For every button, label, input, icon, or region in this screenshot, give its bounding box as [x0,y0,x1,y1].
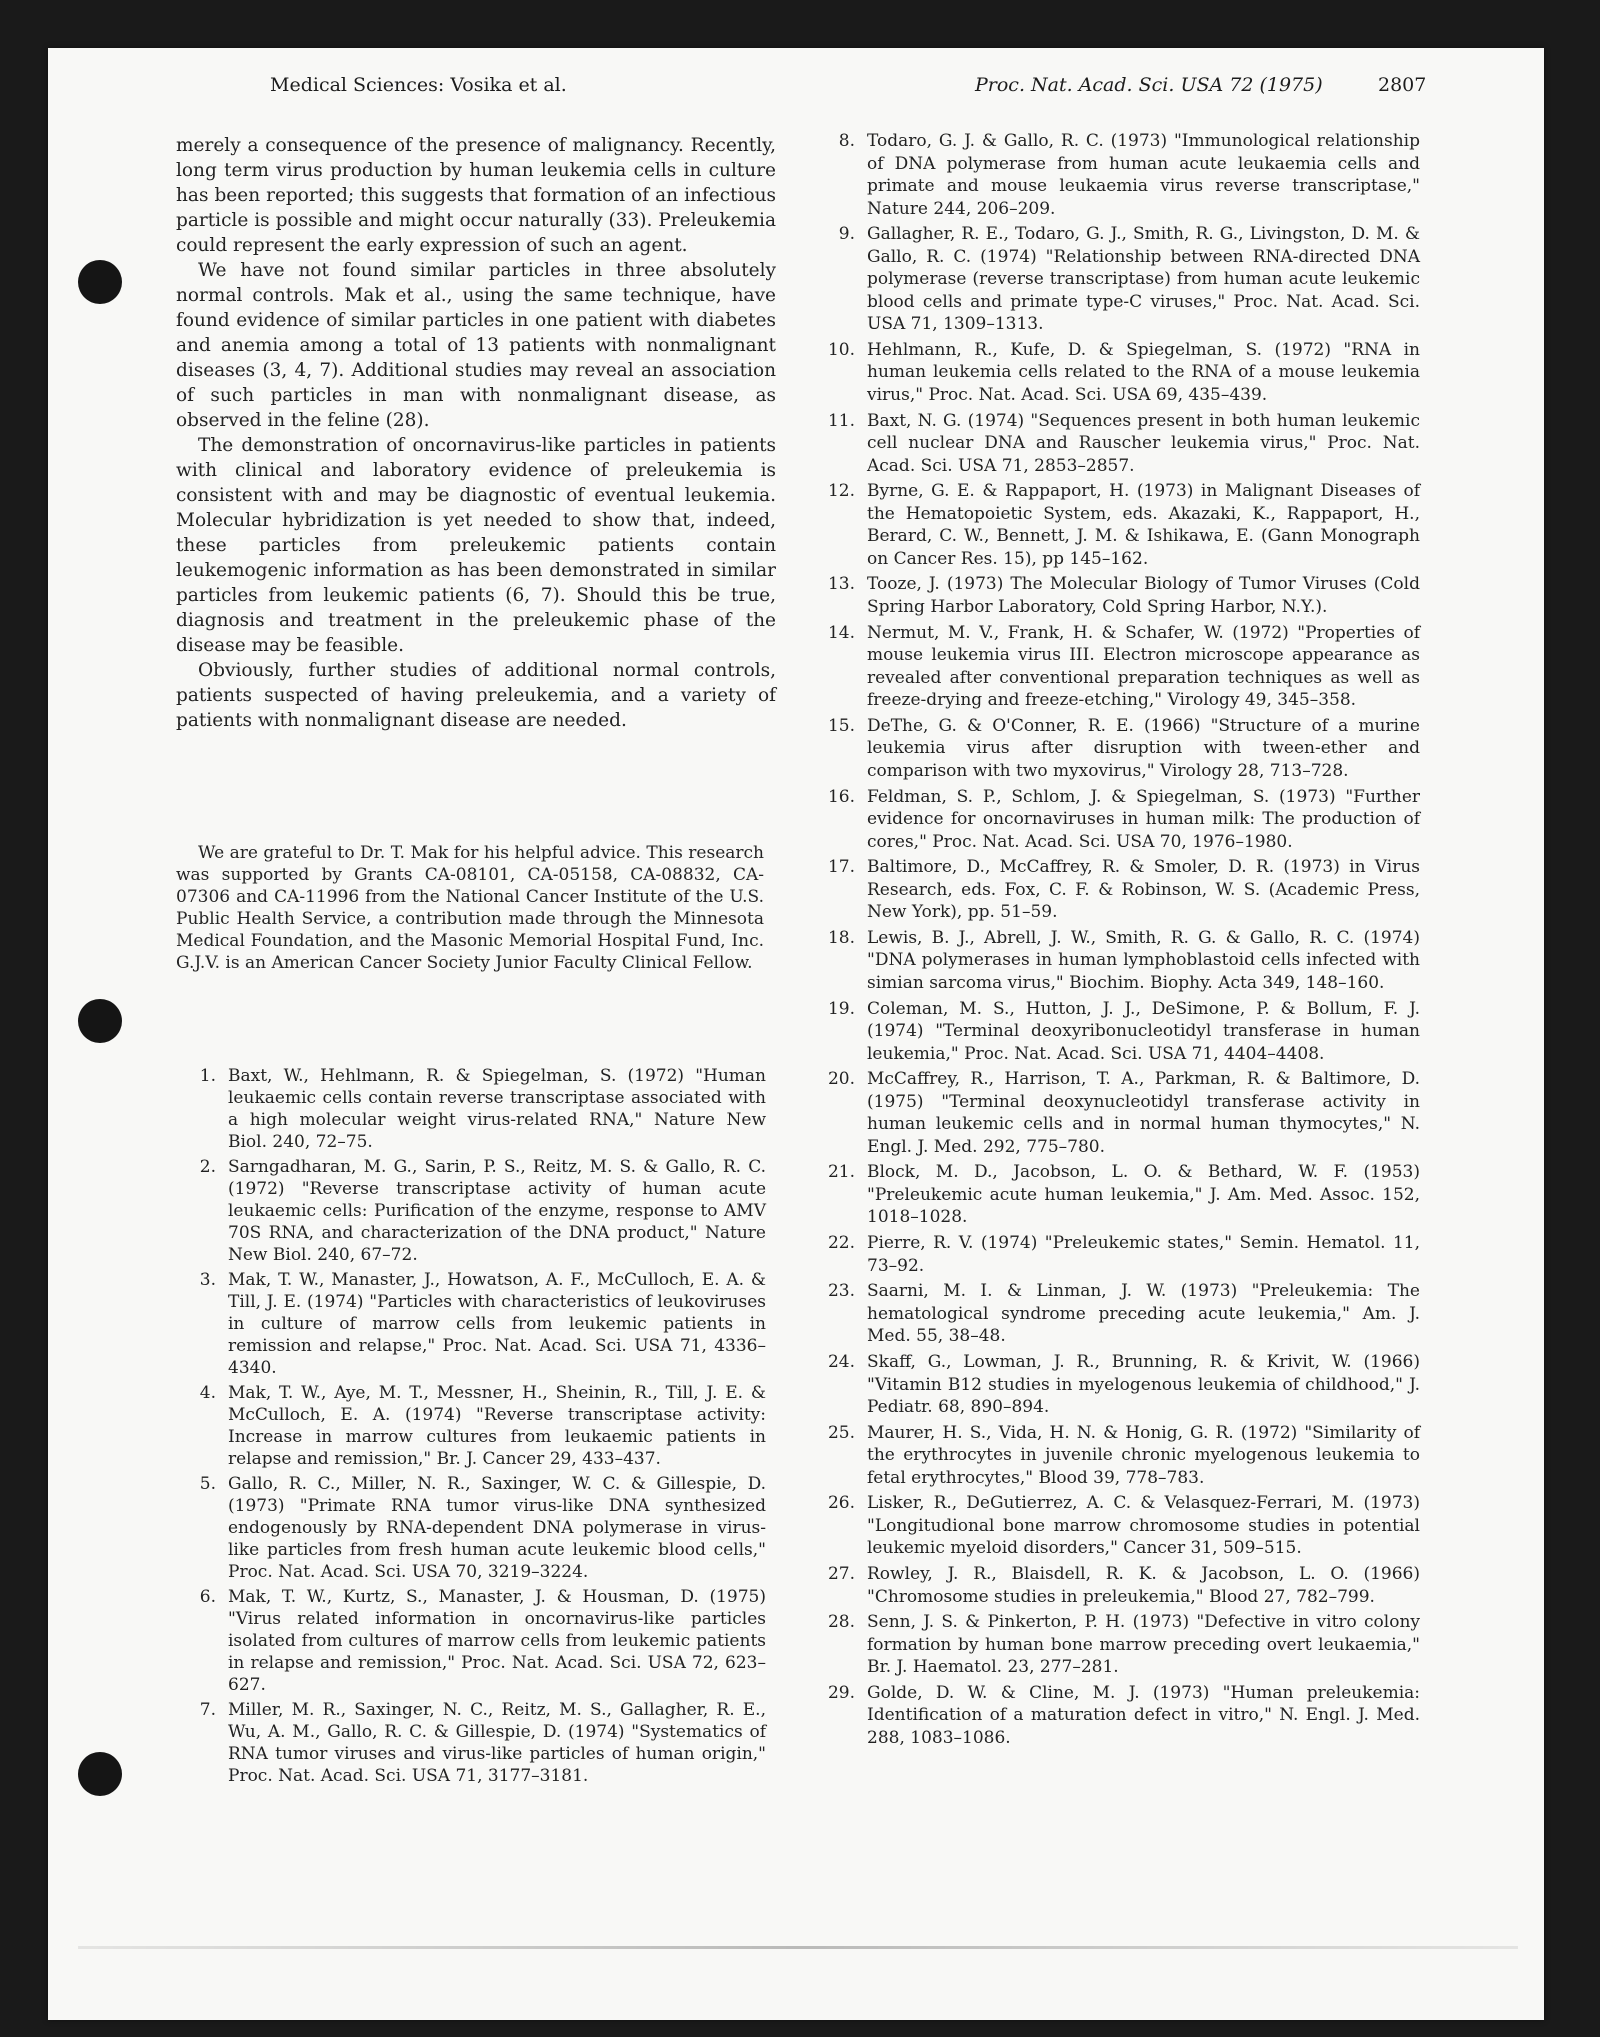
acknowledgment: We are grateful to Dr. T. Mak for his helpful advice. This research was supported by Grants CA-08101, CA-05158, CA-08832, CA-07306 and CA-11996 from the National Cancer Institute of the U.S. Public Health Service, a contribution made through the Minnesota Medical Foundation, and the Masonic Memorial Hospital Fund, Inc. G.J.V. is an American Cancer Society Junior Faculty Clinical Fellow. [176,843,764,973]
reference-number: 24. [827,1352,855,1372]
reference-number: 4. [199,1383,216,1403]
scan-streak [78,1946,1518,1949]
reference-item [815,1232,1420,1277]
reference-text: Golde, D. W. & Cline, M. J. (1973) "Human preleukemia: Identification of a maturation defect in vitro," N. Engl. J. Med. 288, 1083–1086. [867,1682,1420,1748]
reference-number: 27. [827,1564,855,1585]
reference-text: Sarngadharan, M. G., Sarin, P. S., Reitz, M. S. & Gallo, R. C. (1972) "Reverse transcriptase activity of human acute leukaemic cells: Purification of the enzyme, response to AMV 70S RNA, and characterization of the DNA product," Nature New Biol. 240, 67–72. [228,1157,766,1265]
reference-item [815,856,1420,924]
reference-text: Todaro, G. J. & Gallo, R. C. (1973) "Immunological relationship of DNA polymerase from human acute leukaemia cells and primate and mouse leukaemia virus reverse transcriptase," Nature 244, 206–209. [867,131,1420,219]
reference-item [176,1586,766,1696]
reference-number: 23. [827,1281,855,1302]
reference-item [815,1422,1420,1490]
reference-number: 22. [827,1233,855,1254]
reference-text: Hehlmann, R., Kufe, D. & Spiegelman, S. (1972) "RNA in human leukemia cells related to the RNA of a mouse leukemia virus," Proc. Nat. Acad. Sci. USA 69, 435–439. [867,339,1420,405]
reference-item [176,1269,766,1379]
reference-item [815,786,1420,854]
reference-text: Lisker, R., DeGutierrez, A. C. & Velasquez-Ferrari, M. (1973) "Longitudional bone marrow chromosome studies in potential leukemic myeloid disorders," Cancer 31, 509–515. [867,1493,1420,1559]
reference-text: Senn, J. S. & Pinkerton, P. H. (1973) "Defective in vitro colony formation by human bone marrow preceding overt leukaemia," Br. J. Haematol. 23, 277–281. [867,1612,1420,1678]
reference-number: 21. [827,1162,855,1183]
reference-number: 6. [199,1587,216,1607]
reference-item [815,130,1420,220]
reference-item [815,998,1420,1066]
body-paragraph: Obviously, further studies of additional normal controls, patients suspected of having preleukemia, and a variety of patients with nonmalignant disease are needed. [176,660,776,731]
reference-number: 29. [827,1682,855,1703]
reference-item [815,1682,1420,1750]
reference-item [815,622,1420,712]
reference-number: 2. [199,1157,216,1177]
punch-hole-middle [78,999,122,1043]
reference-number: 12. [827,481,855,502]
reference-item [815,1280,1420,1348]
reference-text: Skaff, G., Lowman, J. R., Brunning, R. & Krivit, W. (1966) "Vitamin B12 studies in myelogenous leukemia of childhood," J. Pediatr. 68, 890–894. [867,1352,1420,1417]
reference-text: Mak, T. W., Manaster, J., Howatson, A. F., McCulloch, E. A. & Till, J. E. (1974) "Particles with characteristics of leukoviruses in culture of marrow cells from leukemic patients in remission and relapse," Proc. Nat. Acad. Sci. USA 71, 4336–4340. [228,1270,766,1378]
reference-item [176,1699,766,1787]
reference-item [176,1473,766,1583]
reference-item [815,223,1420,336]
reference-item [176,1065,766,1153]
reference-number: 1. [199,1066,216,1086]
references-right-column [815,130,1420,1753]
reference-number: 5. [199,1474,216,1494]
reference-text: DeThe, G. & O'Conner, R. E. (1966) "Structure of a murine leukemia virus after disruption with tween-ether and comparison with two myxovirus," Virology 28, 713–728. [867,715,1420,781]
reference-number: 8. [838,131,855,151]
reference-number: 16. [827,786,855,807]
page-number: 2807 [1378,74,1427,96]
running-header [0,74,1600,108]
reference-text: Mak, T. W., Aye, M. T., Messner, H., Sheinin, R., Till, J. E. & McCulloch, E. A. (1974) "Reverse transcriptase activity: Increase in marrow cultures from leukaemic patients in relapse and remission," Br. J. Cancer 29, 433–437. [228,1383,766,1469]
reference-number: 17. [827,857,855,878]
reference-number: 7. [199,1700,216,1720]
reference-item [815,480,1420,570]
reference-text: Mak, T. W., Kurtz, S., Manaster, J. & Housman, D. (1975) "Virus related information in oncornavirus-like particles isolated from cultures of marrow cells from leukemic patients in relapse and remission," Proc. Nat. Acad. Sci. USA 72, 623–627. [228,1587,766,1695]
reference-number: 18. [827,927,855,948]
reference-number: 20. [827,1069,855,1090]
reference-item [815,1161,1420,1229]
body-paragraph: We have not found similar particles in three absolutely normal controls. Mak et al., using the same technique, have found evidence of similar particles in one patient with diabetes and anemia among a total of 13 patients with nonmalignant diseases (3, 4, 7). Additional studies may reveal an association of such particles in man with nonmalignant disease, as observed in the feline (28). [176,260,776,431]
reference-item [815,1351,1420,1419]
reference-number: 9. [838,224,855,245]
reference-text: Pierre, R. V. (1974) "Preleukemic states," Semin. Hematol. 11, 73–92. [867,1233,1420,1276]
reference-number: 3. [199,1270,216,1290]
reference-item [815,715,1420,783]
body-paragraph: The demonstration of oncornavirus-like particles in patients with clinical and laboratory evidence of preleukemia is consistent with and may be diagnostic of eventual leukemia. Molecular hybridization is yet needed to show that, indeed, these particles from preleukemic patients contain leukemogenic information as has been demonstrated in similar particles from leukemic patients (6, 7). Should this be true, diagnosis and treatment in the preleukemic phase of the disease may be feasible. [176,435,776,656]
reference-number: 15. [827,715,855,736]
reference-item [815,1611,1420,1679]
reference-number: 28. [827,1612,855,1633]
reference-text: Miller, M. R., Saxinger, N. C., Reitz, M. S., Gallagher, R. E., Wu, A. M., Gallo, R. C. & Gillespie, D. (1974) "Systematics of RNA tumor viruses and virus-like particles of human origin," Proc. Nat. Acad. Sci. USA 71, 3177–3181. [228,1700,766,1786]
reference-text: McCaffrey, R., Harrison, T. A., Parkman, R. & Baltimore, D. (1975) "Terminal deoxynucleotidyl transferase activity in human leukemic cells and in normal human thymocytes," N. Engl. J. Med. 292, 775–780. [867,1069,1420,1157]
reference-number: 14. [827,622,855,643]
reference-text: Byrne, G. E. & Rappaport, H. (1973) in Malignant Diseases of the Hematopoietic System, eds. Akazaki, K., Rappaport, H., Berard, C. W., Bennett, J. M. & Ishikawa, E. (Gann Monograph on Cancer Res. 15), pp 145–162. [867,481,1420,569]
references-left-column [176,1065,766,1790]
reference-number: 25. [827,1422,855,1443]
reference-text: Feldman, S. P., Schlom, J. & Spiegelman, S. (1973) "Further evidence for oncornaviruses in human milk: The production of cores," Proc. Nat. Acad. Sci. USA 70, 1976–1980. [867,786,1420,852]
reference-number: 10. [827,339,855,360]
header-journal: Proc. Nat. Acad. Sci. USA 72 (1975) [975,74,1323,96]
body-paragraph: merely a consequence of the presence of malignancy. Recently, long term virus production by human leukemia cells in culture has been reported; this suggests that formation of an infectious particle is possible and might occur naturally (33). Preleukemia could represent the early expression of such an agent. [176,135,776,256]
reference-text: Maurer, H. S., Vida, H. N. & Honig, G. R. (1972) "Similarity of the erythrocytes in juvenile chronic myelogenous leukemia to fetal erythrocytes," Blood 39, 778–783. [867,1422,1420,1488]
reference-item [815,339,1420,407]
reference-item [176,1156,766,1266]
reference-item [815,1492,1420,1560]
reference-text: Lewis, B. J., Abrell, J. W., Smith, R. G. & Gallo, R. C. (1974) "DNA polymerases in human lymphoblastoid cells infected with simian sarcoma virus," Biochim. Biophy. Acta 349, 148–160. [867,927,1420,993]
reference-item [815,410,1420,478]
reference-item [815,1068,1420,1158]
reference-text: Baxt, N. G. (1974) "Sequences present in both human leukemic cell nuclear DNA and Rauscher leukemia virus," Proc. Nat. Acad. Sci. USA 71, 2853–2857. [867,410,1420,476]
reference-text: Coleman, M. S., Hutton, J. J., DeSimone, P. & Bollum, F. J. (1974) "Terminal deoxyribonucleotidyl transferase in human leukemia," Proc. Nat. Acad. Sci. USA 71, 4404–4408. [867,998,1420,1064]
reference-number: 26. [827,1493,855,1514]
reference-number: 19. [827,998,855,1019]
reference-text: Rowley, J. R., Blaisdell, R. K. & Jacobson, L. O. (1966) "Chromosome studies in preleukemia," Blood 27, 782–799. [867,1564,1420,1607]
reference-number: 11. [827,410,855,431]
reference-text: Tooze, J. (1973) The Molecular Biology of Tumor Viruses (Cold Spring Harbor Laboratory, Cold Spring Harbor, N.Y.). [867,574,1420,617]
reference-item [176,1382,766,1470]
punch-hole-bottom [78,1752,122,1796]
reference-item [815,1563,1420,1608]
reference-text: Saarni, M. I. & Linman, J. W. (1973) "Preleukemia: The hematological syndrome preceding acute leukemia," Am. J. Med. 55, 38–48. [867,1281,1420,1347]
reference-text: Baltimore, D., McCaffrey, R. & Smoler, D. R. (1973) in Virus Research, eds. Fox, C. F. & Robinson, W. S. (Academic Press, New York), pp. 51–59. [867,857,1420,923]
punch-hole-top [78,260,122,304]
reference-item [815,573,1420,618]
reference-text: Baxt, W., Hehlmann, R. & Spiegelman, S. (1972) "Human leukaemic cells contain reverse transcriptase associated with a high molecular weight virus-related RNA," Nature New Biol. 240, 72–75. [228,1066,766,1152]
reference-text: Block, M. D., Jacobson, L. O. & Bethard, W. F. (1953) "Preleukemic acute human leukemia," J. Am. Med. Assoc. 152, 1018–1028. [867,1162,1420,1228]
reference-text: Gallo, R. C., Miller, N. R., Saxinger, W. C. & Gillespie, D. (1973) "Primate RNA tumor virus-like DNA synthesized endogenously by RNA-dependent DNA polymerase in virus-like particles from fresh human acute leukemic blood cells," Proc. Nat. Acad. Sci. USA 70, 3219–3224. [228,1474,766,1582]
body-text [176,133,776,733]
reference-text: Nermut, M. V., Frank, H. & Schafer, W. (1972) "Properties of mouse leukemia virus III. Electron microscope appearance as revealed after conventional preparation techniques as well as freeze-drying and freeze-etching," Virology 49, 345–358. [867,622,1420,711]
header-left: Medical Sciences: Vosika et al. [270,74,567,96]
reference-item [815,927,1420,995]
reference-number: 13. [827,574,855,595]
reference-text: Gallagher, R. E., Todaro, G. J., Smith, R. G., Livingston, D. M. & Gallo, R. C. (1974) "Relationship between RNA-directed DNA polymerase (reverse transcriptase) from human acute leukemic blood cells and primate type-C viruses," Proc. Nat. Acad. Sci. USA 71, 1309–1313. [867,224,1420,335]
